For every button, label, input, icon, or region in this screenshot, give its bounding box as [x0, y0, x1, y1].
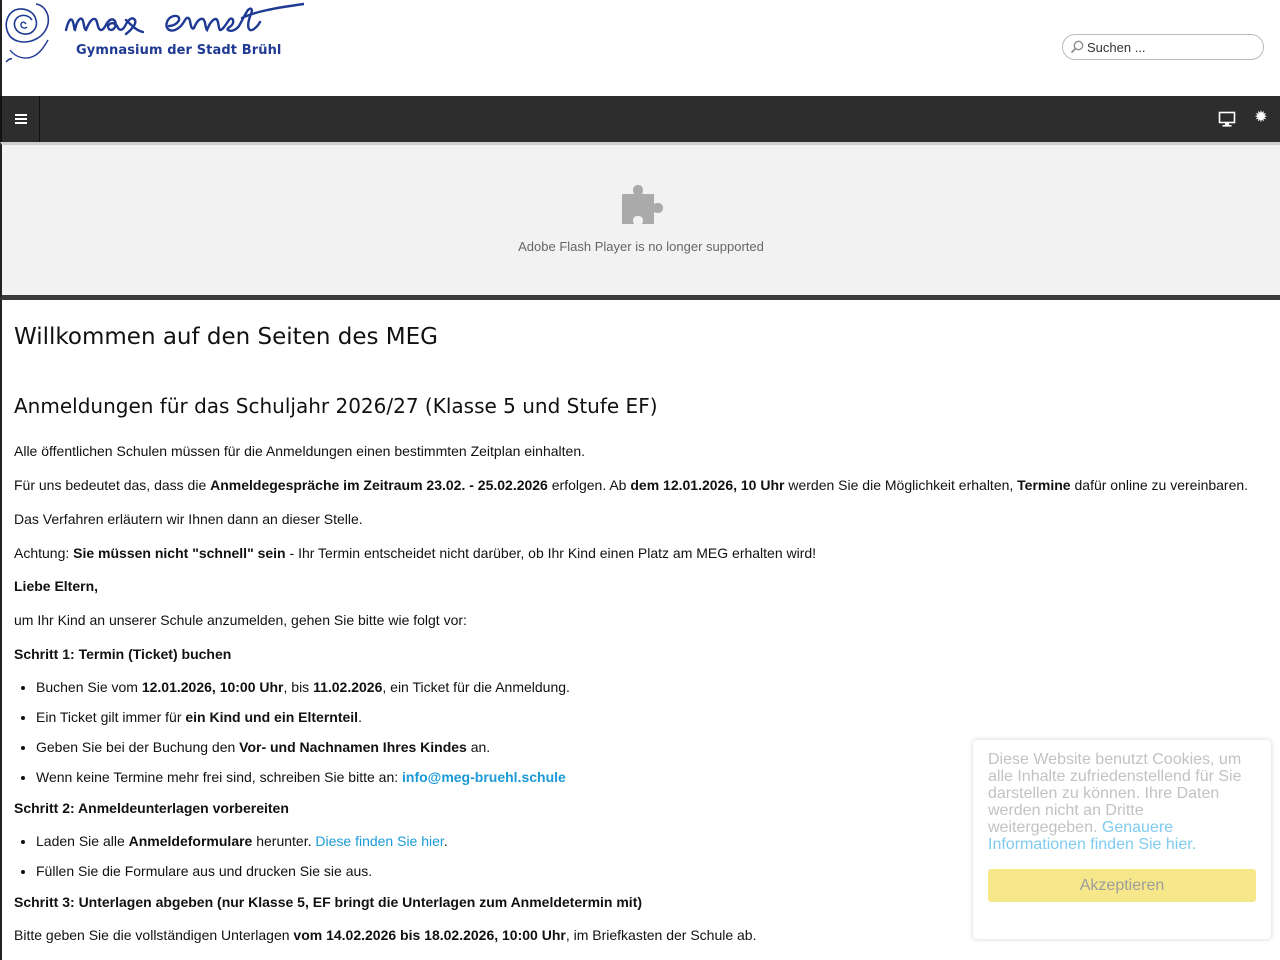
monitor-icon: [1217, 109, 1237, 129]
cookie-info-link[interactable]: Genauere Informationen finden Sie hier.: [988, 819, 1197, 853]
flash-message: Adobe Flash Player is no longer supported: [518, 239, 764, 254]
cookie-message: Diese Website benutzt Cookies, um alle Inhalte zufriedenstellend für Sie darstellen zu können. Ihre Daten werden nicht an Dritte weitergegeben. Genauere Informationen finden Sie hier.: [988, 751, 1242, 853]
cookie-banner: [972, 739, 1272, 940]
search-icon: [1070, 40, 1084, 54]
settings-button[interactable]: [1252, 108, 1270, 128]
instructions-intro: um Ihr Kind an unserer Schule anzumelden, gehen Sie bitte wie folgt vor:: [14, 612, 467, 628]
list-item: • Geben Sie bei der Buchung den Vor- und Nachnamen Ihres Kindes an.: [36, 737, 570, 767]
list-item: • Ein Ticket gilt immer für ein Kind und ein Elternteil.: [36, 707, 570, 737]
flash-placeholder: [0, 142, 1280, 300]
search-box[interactable]: [1062, 34, 1264, 60]
list-item: • Füllen Sie die Formulare aus und drucken Sie sie aus.: [36, 861, 448, 891]
step2-list: [14, 831, 448, 891]
intro-paragraph: Alle öffentlichen Schulen müssen für die Anmeldungen einen bestimmten Zeitplan einhalten.: [14, 443, 585, 459]
forms-link[interactable]: Diese finden Sie hier: [315, 833, 444, 849]
gear-icon: ✹: [1254, 109, 1268, 126]
display-button[interactable]: [1217, 109, 1237, 129]
list-item: • Wenn keine Termine mehr frei sind, schreiben Sie bitte an: info@meg-bruehl.schule: [36, 767, 570, 797]
list-item: • Buchen Sie vom 12.01.2026, 10:00 Uhr, bis 11.02.2026, ein Ticket für die Anmeldung.: [36, 677, 570, 707]
greeting: Liebe Eltern,: [14, 578, 99, 594]
attention-paragraph: Achtung: Sie müssen nicht "schnell" sein - Ihr Termin entscheidet nicht darüber, ob Ihr Kind einen Platz am MEG erhalten wird!: [14, 545, 817, 561]
step1-title: Schritt 1: Termin (Ticket) buchen: [14, 646, 232, 662]
step2-title: Schritt 2: Anmeldeunterlagen vorbereiten: [14, 800, 289, 816]
accept-cookies-button[interactable]: Akzeptieren: [988, 869, 1256, 902]
menu-button[interactable]: [2, 96, 40, 142]
puzzle-icon: [620, 182, 664, 226]
schedule-paragraph: Für uns bedeutet das, dass die Anmeldegespräche im Zeitraum 23.02. - 25.02.2026 erfolgen. Ab dem 12.01.2026, 10 Uhr werden Sie die Möglichkeit erhalten, Termine dafür online zu vereinbaren.: [14, 477, 1249, 493]
school-logo[interactable]: [4, 0, 304, 68]
step1-list: [14, 677, 570, 797]
menu-icon: [15, 114, 27, 124]
procedure-paragraph: Das Verfahren erläutern wir Ihnen dann an dieser Stelle.: [14, 511, 363, 527]
email-link[interactable]: info@meg-bruehl.schule: [402, 769, 566, 785]
page-title: Willkommen auf den Seiten des MEG: [14, 324, 438, 350]
section-heading: Anmeldungen für das Schuljahr 2026/27 (Klasse 5 und Stufe EF): [14, 394, 658, 418]
step3-text: Bitte geben Sie die vollständigen Unterlagen vom 14.02.2026 bis 18.02.2026, 10:00 Uhr, im Briefkasten der Schule ab.: [14, 927, 757, 943]
main-navbar: [0, 96, 1280, 142]
site-header: [0, 0, 1280, 96]
search-input[interactable]: [1087, 38, 1257, 56]
step3-title: Schritt 3: Unterlagen abgeben (nur Klasse 5, EF bringt die Unterlagen zum Anmeldetermin mit): [14, 894, 643, 910]
list-item: • Laden Sie alle Anmeldeformulare herunter. Diese finden Sie hier.: [36, 831, 448, 861]
logo-subtitle: Gymnasium der Stadt Brühl: [76, 43, 282, 58]
